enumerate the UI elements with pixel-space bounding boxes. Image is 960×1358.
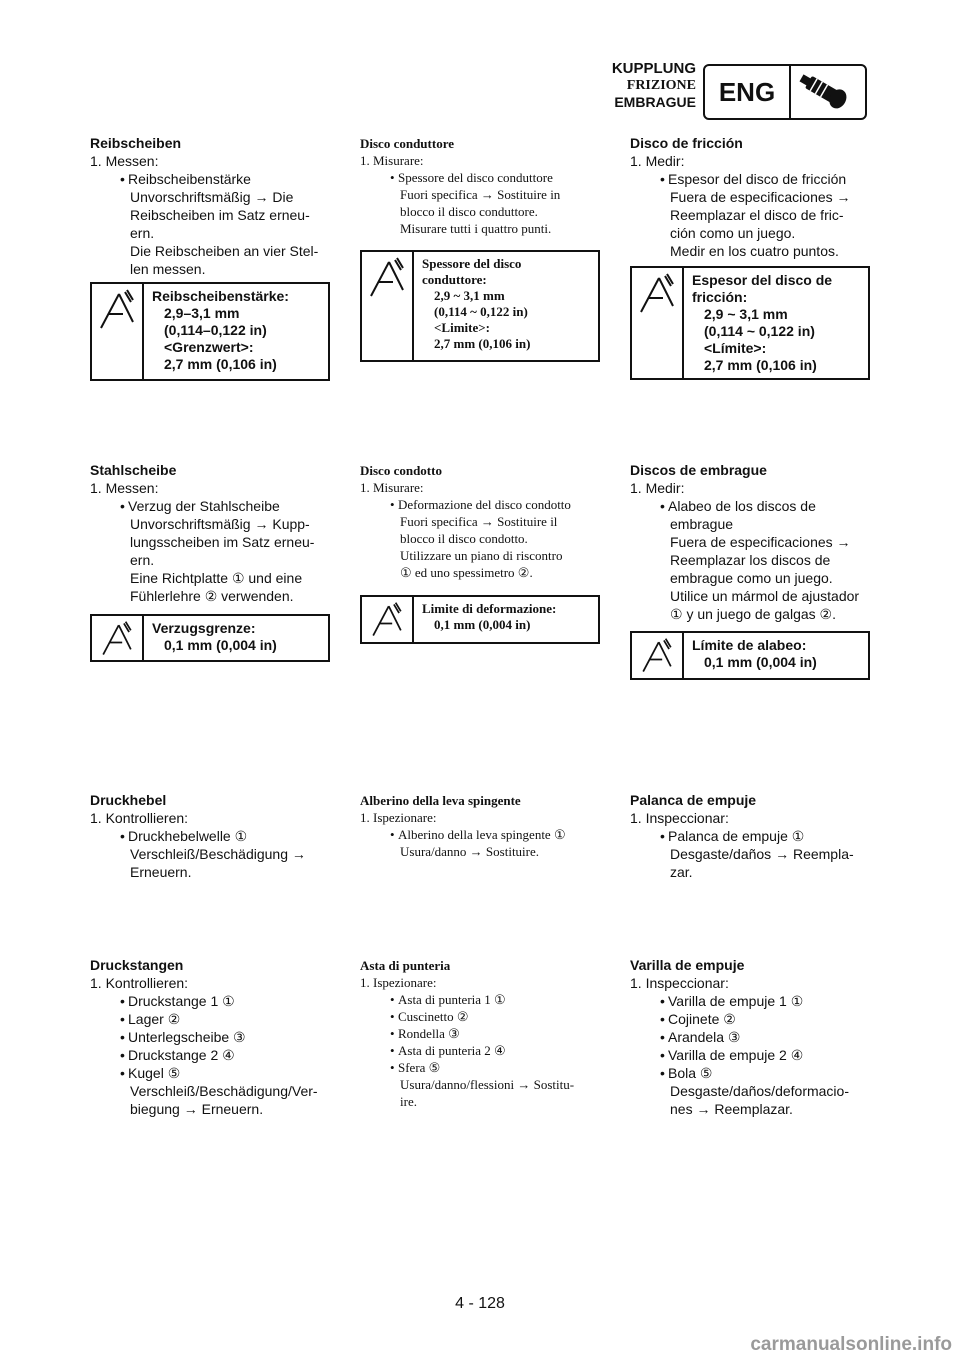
caliper-icon (92, 284, 144, 379)
section-header (612, 60, 696, 111)
de-s3-line: Erneuern. (130, 864, 192, 880)
eng-badge (703, 64, 867, 120)
de-s3-step: 1. Kontrollieren: (90, 810, 189, 826)
it-s2-step: 1. Misurare: (360, 480, 424, 495)
it-section-asta-punteria (360, 957, 600, 1110)
es-s2-bullet: • Alabeo de los discos de (630, 497, 870, 515)
it-s3-line: Usura/danno → Sostituire. (400, 844, 540, 859)
es-s3-line: zar. (670, 864, 693, 880)
de-s2-line: ern. (130, 552, 155, 568)
es-s2-line: embrague (670, 516, 734, 532)
de-spec1-l3: (0,114–0,122 in) (164, 322, 267, 338)
de-spec1-l5: 2,7 mm (0,106 in) (164, 356, 277, 372)
es-section-discos-embrague (630, 461, 870, 623)
it-s4-line: Usura/danno/flessioni → Sostitu- (400, 1077, 575, 1092)
caliper-icon (362, 597, 414, 642)
it-s2-line: Utilizzare un piano di riscontro (400, 548, 563, 563)
de-s4-bullet: • Druckstange 1 ① (90, 992, 330, 1010)
it-s4-step: 1. Ispezionare: (360, 975, 437, 990)
es-spec1-l1: Espesor del disco de (692, 272, 833, 288)
de-spec2-l2: 0,1 mm (0,004 in) (164, 637, 277, 653)
es-s4-bullet: • Varilla de empuje 1 ① (630, 992, 870, 1010)
it-s4-bullet: • Asta di punteria 2 ④ (360, 1042, 600, 1059)
de-s1-line: len messen. (130, 261, 206, 277)
es-s3-step: 1. Inspeccionar: (630, 810, 729, 826)
es-spec2-l1: Límite de alabeo: (692, 637, 807, 653)
de-section-druckstangen (90, 956, 330, 1118)
it-spec1-l5: <Limite>: (434, 320, 490, 335)
engine-wrench-icon (791, 66, 865, 118)
de-s4-title: Druckstangen (90, 957, 184, 973)
es-s4-bullet: • Bola ⑤ (630, 1064, 870, 1082)
es-section-disco-friccion (630, 134, 870, 260)
es-s1-line: Medir en los cuatro puntos. (670, 243, 839, 259)
it-spec1-l4: (0,114 ~ 0,122 in) (434, 304, 528, 319)
it-section-disco-conduttore (360, 135, 600, 237)
caliper-icon (362, 252, 414, 360)
it-spec1-l1: Spessore del disco (422, 256, 522, 271)
es-s2-line: embrague como un juego. (670, 570, 833, 586)
header-title-de: KUPPLUNG (611, 60, 696, 77)
de-s4-bullet: • Lager ② (90, 1010, 330, 1028)
it-s1-line: blocco il disco conduttore. (400, 204, 538, 219)
it-s1-step: 1. Misurare: (360, 153, 424, 168)
de-s2-bullet: • Verzug der Stahlscheibe (90, 497, 330, 515)
de-s3-line: Verschleiß/Beschädigung → (130, 846, 306, 862)
es-s3-bullet: • Palanca de empuje ① (630, 827, 870, 845)
de-s4-bullet: • Unterlegscheibe ③ (90, 1028, 330, 1046)
it-s2-line: ① ed uno spessimetro ②. (400, 565, 533, 580)
it-s1-line: Fuori specifica → Sostituire in (400, 187, 561, 202)
es-s2-line: Reemplazar los discos de (670, 552, 831, 568)
it-s2-bullet: • Deformazione del disco condotto (360, 496, 600, 513)
de-s1-line: Die Reibscheiben an vier Stel- (130, 243, 319, 259)
it-spec2-l2: 0,1 mm (0,004 in) (434, 617, 531, 632)
es-s1-step: 1. Medir: (630, 153, 685, 169)
de-s1-bullet: • Reibscheibenstärke (90, 170, 330, 188)
de-s4-bullet: • Kugel ⑤ (90, 1064, 330, 1082)
de-s1-line: ern. (130, 225, 155, 241)
es-spec-box-1 (630, 266, 870, 380)
de-section-reibscheiben (90, 134, 330, 278)
es-s1-bullet: • Espesor del disco de fricción (630, 170, 870, 188)
de-s2-line: Fühlerlehre ② verwenden. (130, 588, 294, 604)
it-s2-line: Fuori specifica → Sostituire il (400, 514, 558, 529)
es-spec1-l3: 2,9 ~ 3,1 mm (704, 306, 788, 322)
it-spec1-l2: conduttore: (422, 272, 487, 287)
caliper-icon (632, 268, 684, 378)
it-s3-step: 1. Ispezionare: (360, 810, 437, 825)
es-s3-title: Palanca de empuje (630, 792, 757, 808)
es-s2-line: Utilice un mármol de ajustador (670, 588, 860, 604)
caliper-icon (92, 616, 144, 660)
de-section-druckhebel (90, 791, 330, 881)
de-s2-title: Stahlscheibe (90, 462, 177, 478)
it-s1-title: Disco conduttore (360, 136, 455, 151)
de-spec2-l1: Verzugsgrenze: (152, 620, 256, 636)
it-spec-box-1 (360, 250, 600, 362)
de-s1-line: Reibscheiben im Satz erneu- (130, 207, 310, 223)
de-s4-step: 1. Kontrollieren: (90, 975, 189, 991)
es-s4-line: Desgaste/daños/deformacio- (670, 1083, 849, 1099)
caliper-icon (632, 633, 684, 678)
it-spec-box-2 (360, 595, 600, 644)
es-s1-title: Disco de fricción (630, 135, 743, 151)
it-s2-title: Disco condotto (360, 463, 442, 478)
es-s2-line: ① y un juego de galgas ②. (670, 606, 836, 622)
it-s3-bullet: • Alberino della leva spingente ① (360, 826, 600, 843)
de-s1-title: Reibscheiben (90, 135, 182, 151)
it-s4-bullet: • Rondella ③ (360, 1025, 600, 1042)
es-spec2-l2: 0,1 mm (0,004 in) (704, 654, 817, 670)
es-spec-box-2 (630, 631, 870, 680)
es-section-palanca (630, 791, 870, 881)
it-section-alberino (360, 792, 600, 860)
header-title-it: FRIZIONE (626, 78, 696, 93)
es-spec1-l5: <Límite>: (704, 340, 767, 356)
es-s2-line: Fuera de especificaciones → (670, 534, 851, 550)
es-spec1-l4: (0,114 ~ 0,122 in) (704, 323, 815, 339)
it-s4-bullet: • Sfera ⑤ (360, 1059, 600, 1076)
de-s2-line: lungsscheiben im Satz erneu- (130, 534, 315, 550)
es-s4-line: nes → Reemplazar. (670, 1101, 793, 1117)
es-s1-line: Fuera de especificaciones → (670, 189, 851, 205)
de-spec-box-2 (90, 614, 330, 662)
de-section-stahlscheibe (90, 461, 330, 605)
es-s4-bullet: • Cojinete ② (630, 1010, 870, 1028)
es-spec1-l2: fricción: (692, 289, 748, 305)
it-s4-line: ire. (400, 1094, 417, 1109)
de-s1-step: 1. Messen: (90, 153, 159, 169)
it-s4-title: Asta di punteria (360, 958, 451, 973)
it-s4-bullet: • Cuscinetto ② (360, 1008, 600, 1025)
es-s4-step: 1. Inspeccionar: (630, 975, 729, 991)
watermark: carmanualsonline.info (750, 1334, 952, 1355)
it-section-disco-condotto (360, 462, 600, 581)
it-s4-bullet: • Asta di punteria 1 ① (360, 991, 600, 1008)
es-spec1-l6: 2,7 mm (0,106 in) (704, 357, 817, 373)
de-s2-line: Unvorschriftsmäßig → Kupp- (130, 516, 310, 532)
es-s4-bullet: • Varilla de empuje 2 ④ (630, 1046, 870, 1064)
es-s4-title: Varilla de empuje (630, 957, 745, 973)
de-s3-bullet: • Druckhebelwelle ① (90, 827, 330, 845)
es-s2-step: 1. Medir: (630, 480, 685, 496)
de-s2-line: Eine Richtplatte ① und eine (130, 570, 303, 586)
de-spec1-l4: <Grenzwert>: (164, 339, 254, 355)
de-s3-title: Druckhebel (90, 792, 167, 808)
page-number: 4 - 128 (455, 1295, 505, 1312)
it-spec2-l1: Limite di deformazione: (422, 601, 557, 616)
es-section-varilla (630, 956, 870, 1118)
de-s1-line: Unvorschriftsmäßig → Die (130, 189, 294, 205)
eng-label: ENG (705, 66, 791, 118)
es-s1-line: Reemplazar el disco de fric- (670, 207, 844, 223)
de-s2-step: 1. Messen: (90, 480, 159, 496)
de-spec-box-1 (90, 282, 330, 381)
es-s2-title: Discos de embrague (630, 462, 767, 478)
it-s3-title: Alberino della leva spingente (360, 793, 521, 808)
es-s1-line: ción como un juego. (670, 225, 796, 241)
it-s2-line: blocco il disco condotto. (400, 531, 528, 546)
de-spec1-l2: 2,9–3,1 mm (164, 305, 240, 321)
de-s4-bullet: • Druckstange 2 ④ (90, 1046, 330, 1064)
it-spec1-l3: 2,9 ~ 3,1 mm (434, 288, 505, 303)
es-s3-line: Desgaste/daños → Reempla- (670, 846, 854, 862)
header-title-es: EMBRAGUE (614, 94, 696, 110)
it-s1-bullet: • Spessore del disco conduttore (360, 169, 600, 186)
it-spec1-l6: 2,7 mm (0,106 in) (434, 336, 531, 351)
de-s4-line: Verschleiß/Beschädigung/Ver- (130, 1083, 318, 1099)
de-s4-line: biegung → Erneuern. (130, 1101, 264, 1117)
de-spec1-l1: Reibscheibenstärke: (152, 288, 289, 304)
es-s4-bullet: • Arandela ③ (630, 1028, 870, 1046)
it-s1-line: Misurare tutti i quattro punti. (400, 221, 552, 236)
